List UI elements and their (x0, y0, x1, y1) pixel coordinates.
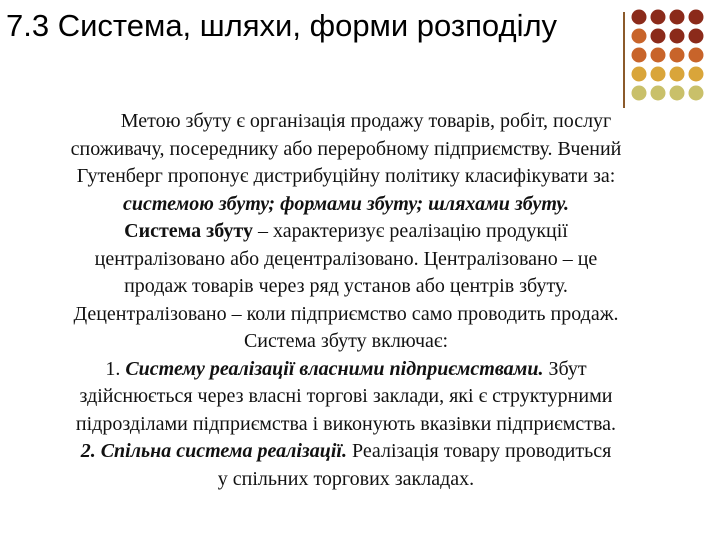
list-item-2-line-1 (22, 438, 670, 466)
decorative-dot (689, 29, 704, 44)
decorative-dot (689, 67, 704, 82)
list-item-1-term: Систему реалізації власними підприємствами. (125, 357, 544, 380)
paragraph-1-line-2: споживачу, посереднику або переробному підприємству. Вчений (70, 137, 622, 160)
paragraph-2-line-4: Децентралізовано – коли підприємство само проводить продаж. (73, 302, 619, 325)
list-item-1-rest: Збут (543, 357, 587, 380)
paragraph-2-line-2: централізовано або децентралізовано. Централізовано – це (94, 247, 598, 270)
decorative-dot (651, 29, 666, 44)
paragraph-2-line-1 (22, 218, 670, 246)
paragraph-2-line-3: продаж товарів через ряд установ або центрів збуту. (124, 275, 568, 297)
paragraph-2-line-1-rest: – характеризує реалізацію продукції (253, 220, 568, 242)
decorative-dot (651, 10, 666, 25)
list-item-1-line-3: підрозділами підприємства і виконують вказівки підприємства. (75, 412, 617, 435)
decorative-dot-grid (0, 0, 720, 120)
decorative-dot (670, 48, 685, 63)
list-item-1-number: 1. (105, 357, 126, 380)
slide-title: 7.3 Система, шляхи, форми розподілу (6, 8, 558, 43)
decorative-dot (632, 29, 647, 44)
decorative-dot (651, 67, 666, 82)
list-item-2-line-2: у спільних торгових закладах. (217, 467, 475, 490)
list-item-1-line-1 (22, 356, 670, 384)
decorative-dot (632, 67, 647, 82)
paragraph-1-line-1: Метою збуту є організація продажу товарів, робіт, послуг (120, 110, 612, 132)
decorative-dot (651, 48, 666, 63)
decorative-dot (632, 48, 647, 63)
decorative-dot (651, 86, 666, 101)
decorative-dot (670, 86, 685, 101)
paragraph-3-line-1: Система збуту включає: (243, 330, 449, 352)
decorative-dot (632, 86, 647, 101)
decorative-dot (670, 67, 685, 82)
paragraph-1-line-3: Гутенберг пропонує дистрибуційну політику класифікувати за: (76, 165, 616, 187)
decorative-dot (689, 48, 704, 63)
term-sales-system: Система збуту (124, 220, 253, 242)
slide-body (22, 108, 670, 493)
list-item-1-line-2: здійснюється через власні торгові заклади, які є структурними (79, 385, 613, 407)
decorative-dot (689, 86, 704, 101)
list-item-2-term: 2. Спільна система реалізації. (80, 440, 347, 462)
decorative-dot (670, 29, 685, 44)
decorative-dot (632, 10, 647, 25)
decorative-dot (689, 10, 704, 25)
decorative-dot (670, 10, 685, 25)
paragraph-1-line-4: системою збуту; формами збуту; шляхами збуту. (122, 192, 569, 215)
list-item-2-rest: Реалізація товару проводиться (346, 440, 612, 462)
